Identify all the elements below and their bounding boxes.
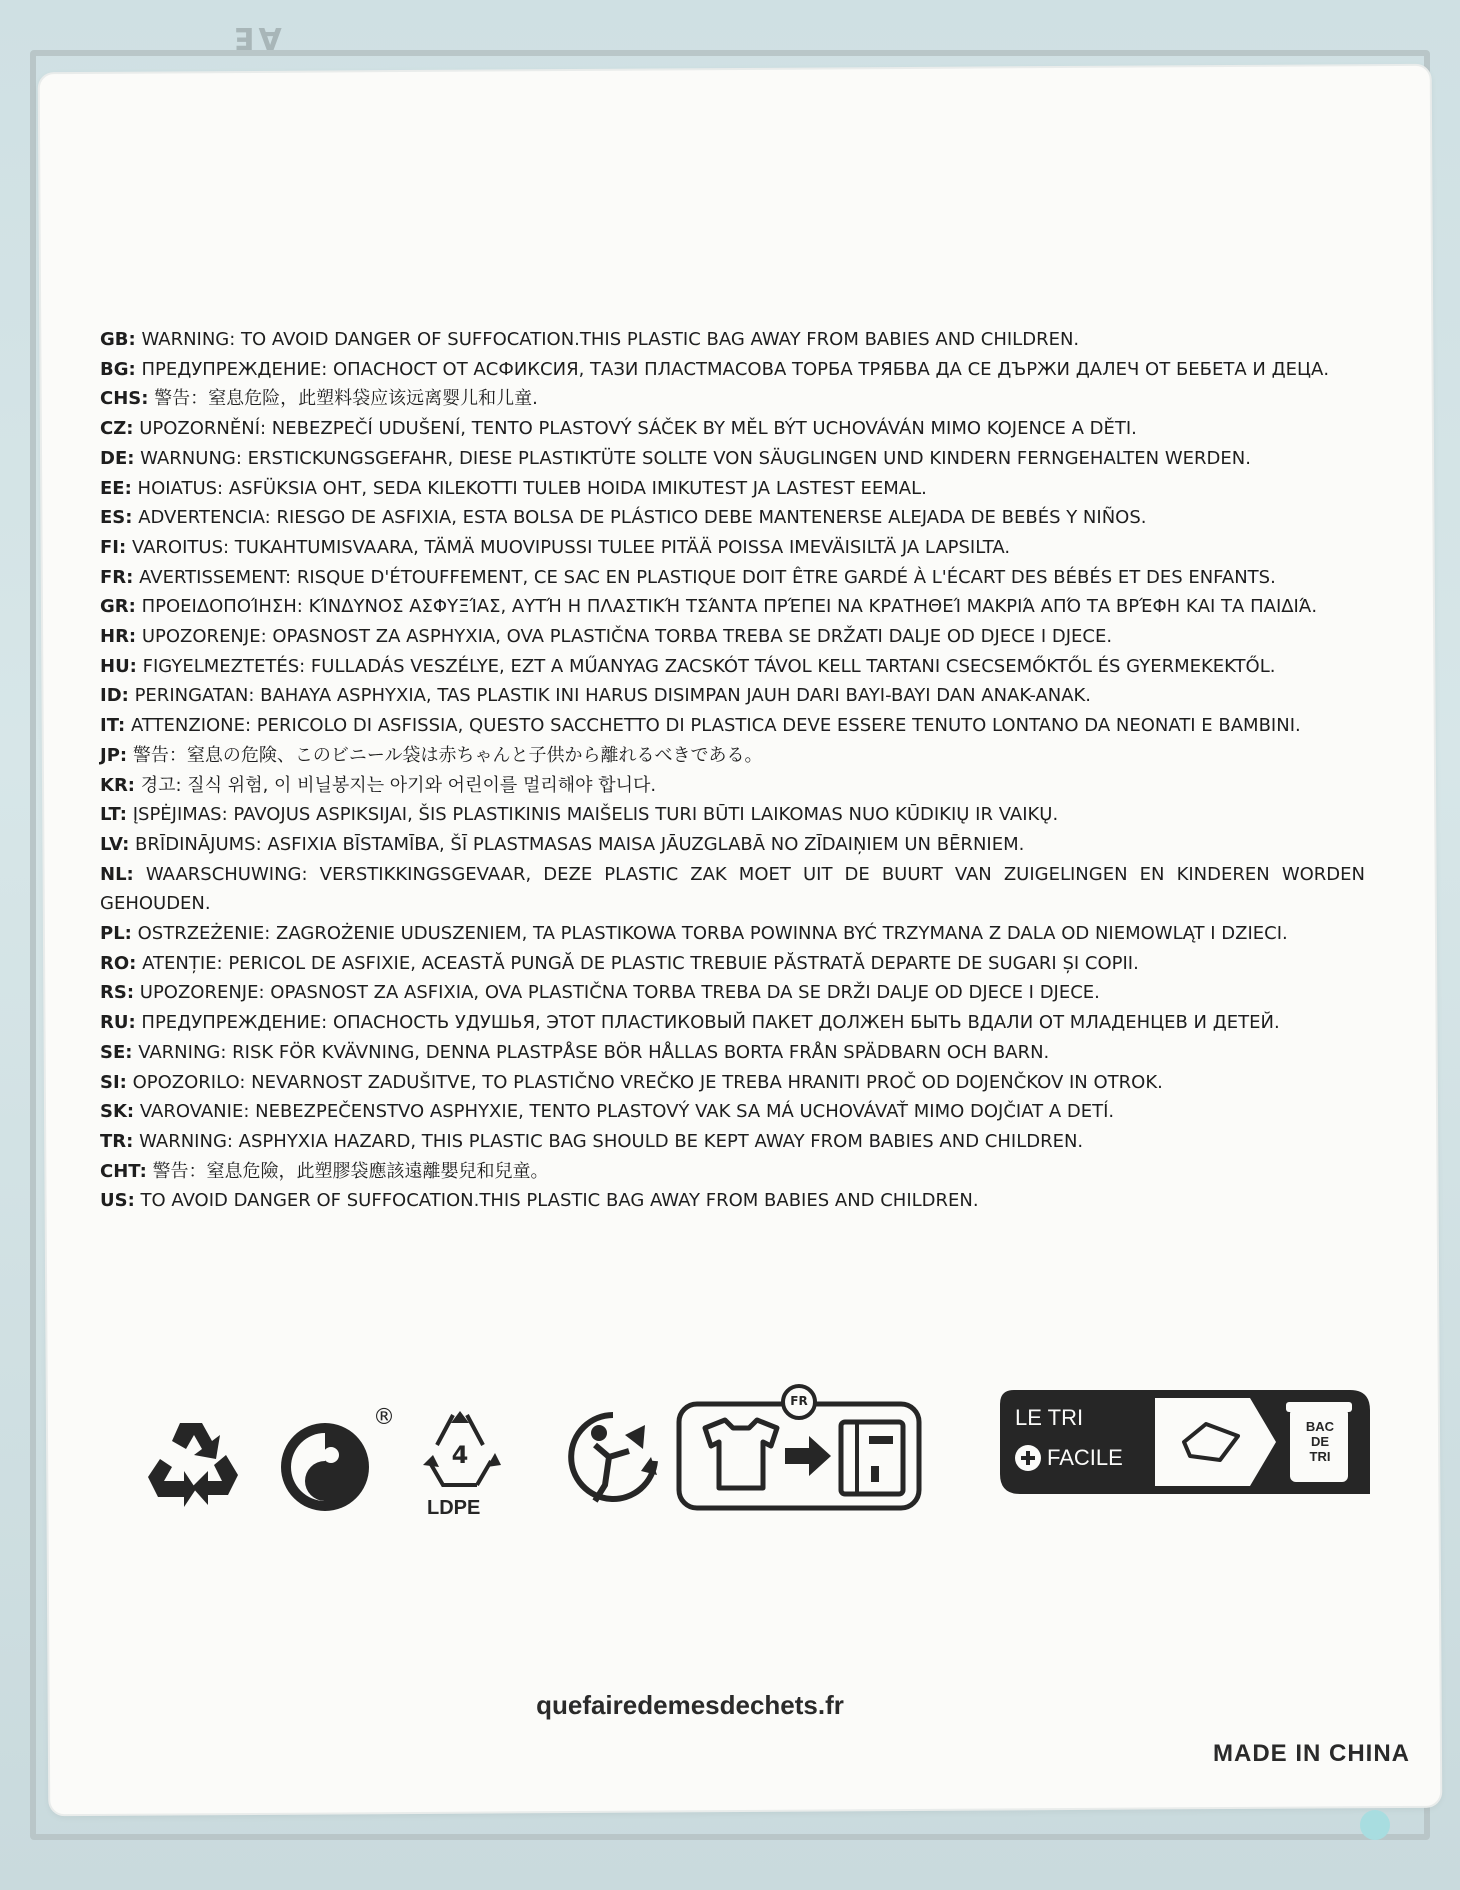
warning-text: 警告：窒息危险，此塑料袋应该远离婴儿和儿童. xyxy=(154,388,538,410)
facile-text: FACILE xyxy=(1047,1445,1123,1470)
fr-badge: FR xyxy=(790,1394,808,1408)
warning-line xyxy=(100,741,1365,771)
warning-line xyxy=(100,1038,1365,1068)
warning-text: ADVERTENCIA: RIESGO DE ASFIXIA, ESTA BOLSA DE PLÁSTICO DEBE MANTENERSE ALEJADA DE BEBÉS Y NIÑOS. xyxy=(138,507,1147,529)
warning-line xyxy=(100,563,1365,593)
warning-text: WARNING: TO AVOID DANGER OF SUFFOCATION.THIS PLASTIC BAG AWAY FROM BABIES AND CHILDREN. xyxy=(141,329,1080,350)
warning-text: ĮSPĖJIMAS: PAVOJUS ASPIKSIJAI, ŠIS PLASTIKINIS MAIŠELIS TURI BŪTI LAIKOMAS NUO KŪDIKIŲ IR VAIKŲ. xyxy=(132,804,1059,826)
warning-text: TO AVOID DANGER OF SUFFOCATION.THIS PLASTIC BAG AWAY FROM BABIES AND CHILDREN. xyxy=(140,1190,979,1212)
warning-line xyxy=(100,592,1365,622)
warning-line xyxy=(100,384,1365,414)
language-code: SE: xyxy=(100,1041,133,1063)
warning-line xyxy=(100,681,1365,711)
warning-line xyxy=(100,503,1365,533)
warning-line xyxy=(100,1157,1365,1187)
recycle-icon xyxy=(140,1415,250,1515)
green-dot-icon xyxy=(275,1415,385,1515)
warning-text: UPOZORENJE: OPASNOST ZA ASPHYXIA, OVA PLASTIČNA TORBA TREBA SE DRŽATI DALJE OD DJECE I DJECE. xyxy=(141,626,1113,648)
language-code: GB: xyxy=(100,329,136,350)
language-code: IT: xyxy=(100,715,126,737)
resin-label: LDPE xyxy=(427,1497,481,1519)
warning-line xyxy=(100,1127,1365,1157)
language-code: CHS: xyxy=(100,388,149,410)
language-code: CZ: xyxy=(100,418,134,440)
warning-line xyxy=(100,414,1365,444)
warning-text: HOIATUS: ASFÜKSIA OHT, SEDA KILEKOTTI TULEB HOIDA IMIKUTEST JA LASTEST EEMAL. xyxy=(137,477,927,499)
warning-text: ПРЕДУПРЕЖДЕНИЕ: ОПАСНОСТ ОТ АСФИКСИЯ, ТАЗИ ПЛАСТМАСОВА ТОРБА ТРЯБВА ДА СЕ ДЪРЖИ ДАЛЕЧ ОТ БЕБЕТА И ДЕЦА. xyxy=(141,358,1330,380)
language-code: SK: xyxy=(100,1101,135,1123)
warning-line xyxy=(100,949,1365,979)
warning-text: WARNING: ASPHYXIA HAZARD, THIS PLASTIC BAG SHOULD BE KEPT AWAY FROM BABIES AND CHILDREN. xyxy=(139,1130,1084,1152)
warning-line xyxy=(100,830,1365,860)
bac-text: BAC xyxy=(1305,1419,1335,1434)
warning-text: VAROVANIE: NEBEZPEČENSTVO ASPHYXIE, TENTO PLASTOVÝ VAK SA MÁ UCHOVÁVAŤ MIMO DOJČIAT A DETÍ. xyxy=(139,1101,1115,1123)
tri-text: TRI xyxy=(1309,1449,1331,1464)
warning-text: VARNING: RISK FÖR KVÄVNING, DENNA PLASTPÅSE BÖR HÅLLAS BORTA FRÅN SPÄDBARN OCH BARN. xyxy=(138,1041,1050,1063)
corner-dot xyxy=(1360,1810,1390,1840)
de-text: DE xyxy=(1310,1434,1330,1449)
warning-line xyxy=(100,622,1365,652)
warning-text: VAROITUS: TUKAHTUMISVAARA, TÄMÄ MUOVIPUSSI TULEE PITÄÄ POISSA IMEVÄISILTÄ JA LAPSILTA. xyxy=(131,536,1011,558)
warning-line xyxy=(100,978,1365,1008)
bac-de-tri-text xyxy=(1291,1419,1349,1464)
warning-line xyxy=(100,652,1365,682)
warning-line xyxy=(100,533,1365,563)
language-code: DE: xyxy=(100,447,135,469)
warning-line xyxy=(100,444,1365,474)
warning-line xyxy=(100,771,1365,801)
language-code: LV: xyxy=(100,833,130,855)
warning-text: ПРЕДУПРЕЖДЕНИЕ: ОПАСНОСТЬ УДУШЬЯ, ЭТОТ ПЛАСТИКОВЫЙ ПАКЕТ ДОЛЖЕН БЫТЬ ВДАЛИ ОТ МЛАДЕНЦЕВ И ДЕТЕЙ. xyxy=(141,1012,1280,1034)
warning-line xyxy=(100,1068,1365,1098)
language-code: HR: xyxy=(100,626,137,648)
warning-text: UPOZORENJE: OPASNOST ZA ASFIXIA, OVA PLASTIČNA TORBA TREBA DA SE DRŽI DALJE OD DJECE I DJECE. xyxy=(139,982,1100,1004)
warning-text: OSTRZEŻENIE: ZAGROŻENIE UDUSZENIEM, TA PLASTIKOWA TORBA POWINNA BYĆ TRZYMANA Z DALA OD NIEMOWLĄT I DZIECI. xyxy=(137,923,1288,945)
warning-line xyxy=(100,919,1365,949)
warning-text: FIGYELMEZTETÉS: FULLADÁS VESZÉLYE, EZT A MŰANYAG ZACSKÓT TÁVOL KELL TARTANI CSECSEMŐKTŐL ÉS GYERMEKEKTŐL. xyxy=(142,655,1276,677)
language-code: FR: xyxy=(100,566,134,588)
language-code: FI: xyxy=(100,536,127,558)
warning-line xyxy=(100,1186,1365,1216)
resin-code: 4 xyxy=(451,1441,469,1469)
le-tri-text: LE TRI xyxy=(1015,1405,1084,1430)
warning-text: BRĪDINĀJUMS: ASFIXIA BĪSTAMĪBA, ŠĪ PLASTMASAS MAISA JĀUZGLABĀ NO ZĪDAIŅIEM UN BĒRNIEM. xyxy=(135,833,1025,855)
language-code: RS: xyxy=(100,982,135,1004)
warning-text: WARNUNG: ERSTICKUNGSGEFAHR, DIESE PLASTIKTÜTE SOLLTE VON SÄUGLINGEN UND KINDERN FERNGEHALTEN WERDEN. xyxy=(140,447,1251,469)
registered-mark: ® xyxy=(373,1405,395,1430)
warning-line xyxy=(100,1097,1365,1127)
warning-text: 警告：窒息の危険、このビニール袋は赤ちゃんと子供から離れるべきである。 xyxy=(132,744,763,766)
warning-text: WAARSCHUWING: VERSTIKKINGSGEVAAR, DEZE PLASTIC ZAK MOET UIT DE BUURT VAN ZUIGELINGEN EN KINDEREN WORDEN GEHOUDEN. xyxy=(100,863,1365,915)
language-code: PL: xyxy=(100,923,132,945)
warning-text: 警告：窒息危險，此塑膠袋應該遠離嬰兒和兒童。 xyxy=(152,1160,549,1182)
language-code: NL: xyxy=(100,863,134,885)
edge-text: AE xyxy=(230,20,282,55)
warning-text: UPOZORNĚNÍ: NEBEZPEČÍ UDUŠENÍ, TENTO PLASTOVÝ SÁČEK BY MĚL BÝT UCHOVÁVÁN MIMO KOJENCE A DĚTI. xyxy=(139,418,1137,440)
language-code: CHT: xyxy=(100,1160,147,1182)
warning-line xyxy=(100,860,1365,919)
language-code: RU: xyxy=(100,1012,136,1034)
warning-text: OPOZORILO: NEVARNOST ZADUŠITVE, TO PLASTIČNO VREČKO JE TREBA HRANITI PROČ OD DOJENČKOV IN OTROK. xyxy=(132,1071,1163,1093)
warning-line xyxy=(100,325,1365,355)
language-code: BG: xyxy=(100,358,136,380)
warning-line xyxy=(100,1008,1365,1038)
language-code: TR: xyxy=(100,1130,134,1152)
language-code: SI: xyxy=(100,1071,127,1093)
warning-line xyxy=(100,800,1365,830)
language-code: ID: xyxy=(100,685,129,707)
warning-text: PERINGATAN: BAHAYA ASPHYXIA, TAS PLASTIK INI HARUS DISIMPAN JAUH DARI BAYI-BAYI DAN ANAK-ANAK. xyxy=(134,685,1092,707)
warning-text: ΠΡΟΕΙΔΟΠΟΊΗΣΗ: ΚΊΝΔΥΝΟΣ ΑΣΦΥΞΊΑΣ, ΑΥΤΉ Η ΠΛΑΣΤΙΚΉ ΤΣΆΝΤΑ ΠΡΈΠΕΙ ΝΑ ΚΡΑΤΗΘΕΊ ΜΑΚΡΙΆ ΑΠΌ ΤΑ ΒΡΈΦΗ ΚΑΙ ΤΑ ΠΑΙΔΙΆ. xyxy=(141,596,1318,618)
symbols-row xyxy=(95,1394,1385,1575)
language-code: EE: xyxy=(100,477,132,499)
language-code: JP: xyxy=(100,744,128,766)
language-code: LT: xyxy=(100,804,127,826)
ldpe-resin-icon xyxy=(415,1405,505,1495)
language-code: GR: xyxy=(100,596,136,618)
warning-line xyxy=(100,474,1365,504)
website-url: quefairedemesdechets.fr xyxy=(536,1690,844,1720)
warning-line xyxy=(100,711,1365,741)
triman-icon xyxy=(565,1405,665,1515)
language-code: KR: xyxy=(100,774,136,796)
warning-text: 경고: 질식 위험, 이 비닐봉지는 아기와 어린이를 멀리해야 합니다. xyxy=(140,774,657,796)
warning-text: AVERTISSEMENT: RISQUE D'ÉTOUFFEMENT, CE SAC EN PLASTIQUE DOIT ÊTRE GARDÉ À L'ÉCART DES BÉBÉS ET DES ENFANTS. xyxy=(139,566,1276,588)
language-code: ES: xyxy=(100,507,133,529)
warnings-list xyxy=(100,325,1365,1216)
language-code: RO: xyxy=(100,952,137,974)
language-code: US: xyxy=(100,1190,135,1212)
warning-line xyxy=(100,355,1365,385)
warning-text: ATENȚIE: PERICOL DE ASFIXIE, ACEASTĂ PUNGĂ DE PLASTIC TREBUIE PĂSTRATĂ DEPARTE DE SUGARI ȘI COPII. xyxy=(142,952,1139,974)
made-in-label: MADE IN CHINA xyxy=(1213,1740,1410,1767)
warning-text: ATTENZIONE: PERICOLO DI ASFISSIA, QUESTO SACCHETTO DI PLASTICA DEVE ESSERE TENUTO LONTANO DA NEONATI E BAMBINI. xyxy=(130,715,1301,737)
language-code: HU: xyxy=(100,655,137,677)
